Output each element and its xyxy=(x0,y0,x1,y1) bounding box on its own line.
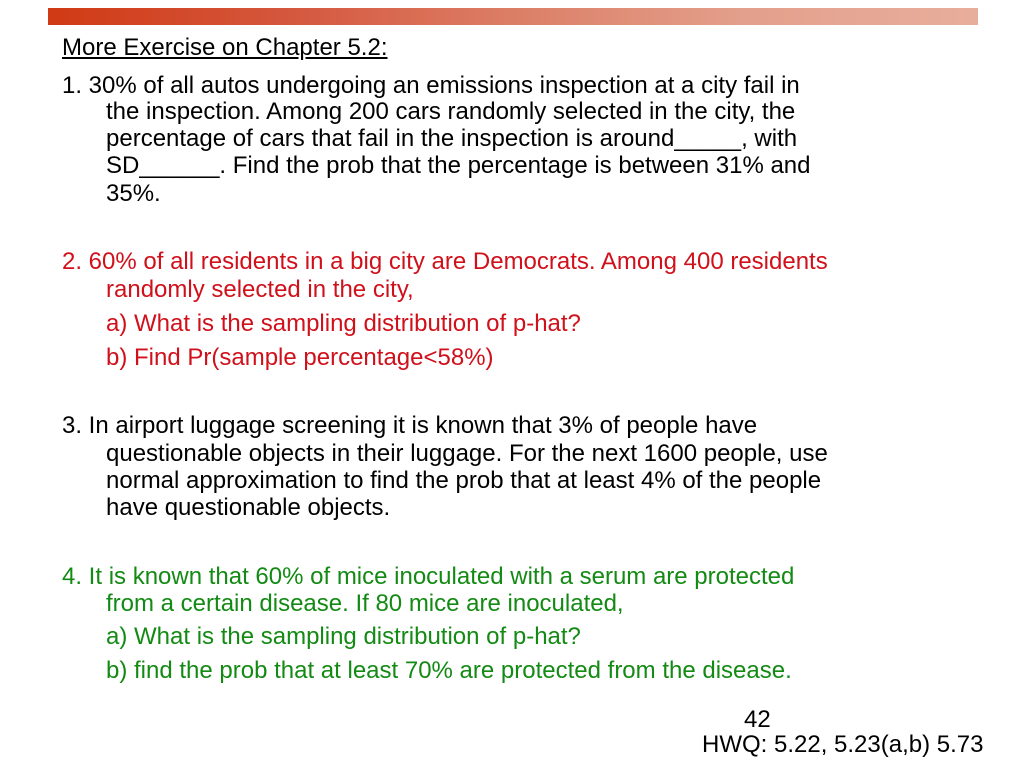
question-part-b: b) find the prob that at least 70% are protected from the disease. xyxy=(106,657,792,684)
homework-note: HWQ: 5.22, 5.23(a,b) 5.73 xyxy=(702,731,984,758)
question-line: percentage of cars that fail in the inspection is around_____, with xyxy=(106,125,798,152)
question-part-a: a) What is the sampling distribution of p-hat? xyxy=(106,623,581,650)
page-number: 42 xyxy=(744,706,771,733)
question-line: have questionable objects. xyxy=(106,494,391,521)
question-line: the inspection. Among 200 cars randomly selected in the city, the xyxy=(106,98,796,125)
question-line: 35%. xyxy=(106,180,161,207)
question-part-b: b) Find Pr(sample percentage<58%) xyxy=(106,344,494,371)
slide-title: More Exercise on Chapter 5.2: xyxy=(62,34,388,61)
question-line: 4. It is known that 60% of mice inoculated with a serum are protected xyxy=(62,563,795,590)
question-line: 2. 60% of all residents in a big city are Democrats. Among 400 residents xyxy=(62,248,828,275)
header-gradient-bar xyxy=(48,8,978,25)
question-line: randomly selected in the city, xyxy=(106,276,414,303)
question-line: SD______. Find the prob that the percentage is between 31% and xyxy=(106,152,811,179)
question-line: questionable objects in their luggage. For the next 1600 people, use xyxy=(106,440,828,467)
question-line: from a certain disease. If 80 mice are inoculated, xyxy=(106,590,624,617)
question-line: 3. In airport luggage screening it is known that 3% of people have xyxy=(62,412,758,439)
question-part-a: a) What is the sampling distribution of p-hat? xyxy=(106,310,581,337)
question-line: 1. 30% of all autos undergoing an emissions inspection at a city fail in xyxy=(62,72,800,99)
question-line: normal approximation to find the prob that at least 4% of the people xyxy=(106,467,822,494)
